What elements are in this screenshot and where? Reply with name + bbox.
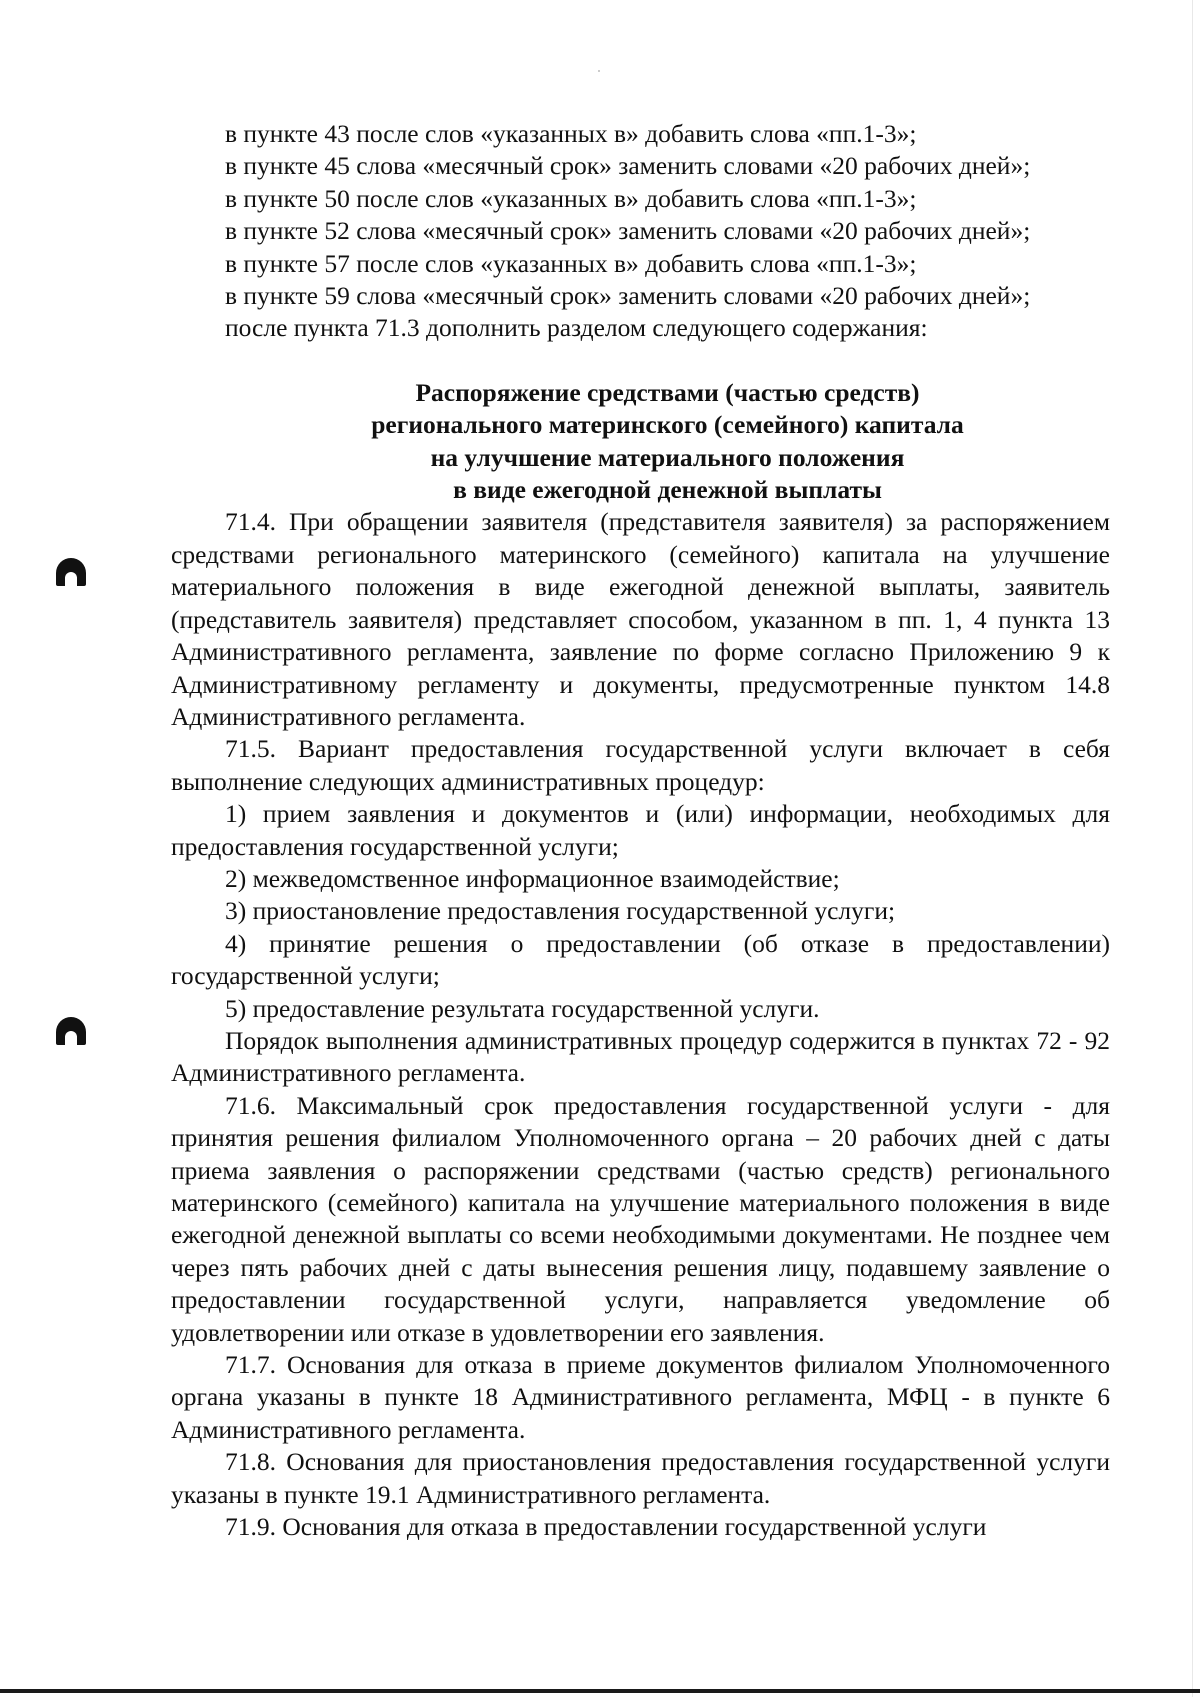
amendment-line: в пункте 45 слова «месячный срок» заменить словами «20 рабочих дней»;	[225, 151, 1031, 181]
list-item-5: 5) предоставление результата государственной услуги.	[225, 993, 820, 1023]
section-heading-line: в виде ежегодной денежной выплаты	[453, 475, 882, 505]
procedure-order-paragraph: Порядок выполнения административных процедур содержится в пунктах 72 - 92 Административного регламента.	[171, 1025, 1110, 1088]
list-item-2: 2) межведомственное информационное взаимодействие;	[225, 863, 840, 893]
document-body	[171, 118, 1110, 1543]
paragraph-71-7: 71.7. Основания для отказа в приеме документов филиалом Уполномоченного органа указаны в пункте 18 Административного регламента, МФЦ - в пункте 6 Административного регламента.	[171, 1350, 1110, 1444]
section-heading-line: на улучшение материального положения	[430, 442, 905, 472]
section-heading	[171, 377, 1110, 507]
scan-right-edge	[1192, 0, 1193, 1697]
paragraph-71-5: 71.5. Вариант предоставления государственной услуги включает в себя выполнение следующих административных процедур:	[171, 734, 1110, 796]
scan-speck	[598, 70, 600, 72]
list-item-3: 3) приостановление предоставления государственной услуги;	[225, 896, 896, 926]
paragraph-71-8: 71.8. Основания для приостановления предоставления государственной услуги указаны в пункте 19.1 Административного регламента.	[171, 1447, 1110, 1509]
amendment-line: в пункте 50 после слов «указанных в» добавить слова «пп.1-3»;	[225, 183, 917, 213]
list-item-1: 1) прием заявления и документов и (или) информации, необходимых для предоставления государственной услуги;	[171, 799, 1110, 861]
scan-bottom-edge	[0, 1689, 1200, 1693]
amendment-line: в пункте 59 слова «месячный срок» заменить словами «20 рабочих дней»;	[225, 281, 1031, 311]
amendment-line: в пункте 57 после слов «указанных в» добавить слова «пп.1-3»;	[225, 248, 917, 278]
punch-hole-mark	[56, 1017, 86, 1045]
punch-hole-mark	[56, 558, 86, 586]
paragraph-71-6: 71.6. Максимальный срок предоставления государственной услуги - для принятия решения филиалом Уполномоченного органа – 20 рабочих дней с даты приема заявления о распоряжении средствами (частью средств) регионального материнского (семейного) капитала на улучшение материального положения в виде ежегодной денежной выплаты со всеми необходимыми документами. Не позднее чем через пять рабочих дней с даты вынесения решения лицу, подавшему заявление о предоставлении государственной услуги, направляется уведомление об удовлетворении или отказе в удовлетворении его заявления.	[171, 1090, 1110, 1347]
paragraph-71-4: 71.4. При обращении заявителя (представителя заявителя) за распоряжением средствами регионального материнского (семейного) капитала на улучшение материального положения в виде ежегодной денежной выплаты, заявитель (представитель заявителя) представляет способом, указанном в пп. 1, 4 пункта 13 Административного регламента, заявление по форме согласно Приложению 9 к Административному регламенту и документы, предусмотренные пунктом 14.8 Административного регламента.	[171, 507, 1110, 731]
list-item-4: 4) принятие решения о предоставлении (об отказе в предоставлении) государственной услуги;	[171, 928, 1110, 991]
amendment-line: после пункта 71.3 дополнить разделом следующего содержания:	[225, 313, 928, 343]
amendment-line: в пункте 52 слова «месячный срок» заменить словами «20 рабочих дней»;	[225, 216, 1031, 246]
paragraph-71-9: 71.9. Основания для отказа в предоставлении государственной услуги	[225, 1512, 987, 1542]
section-heading-line: регионального материнского (семейного) капитала	[371, 410, 964, 440]
amendment-line: в пункте 43 после слов «указанных в» добавить слова «пп.1-3»;	[225, 119, 917, 148]
section-heading-line: Распоряжение средствами (частью средств)	[415, 377, 920, 407]
